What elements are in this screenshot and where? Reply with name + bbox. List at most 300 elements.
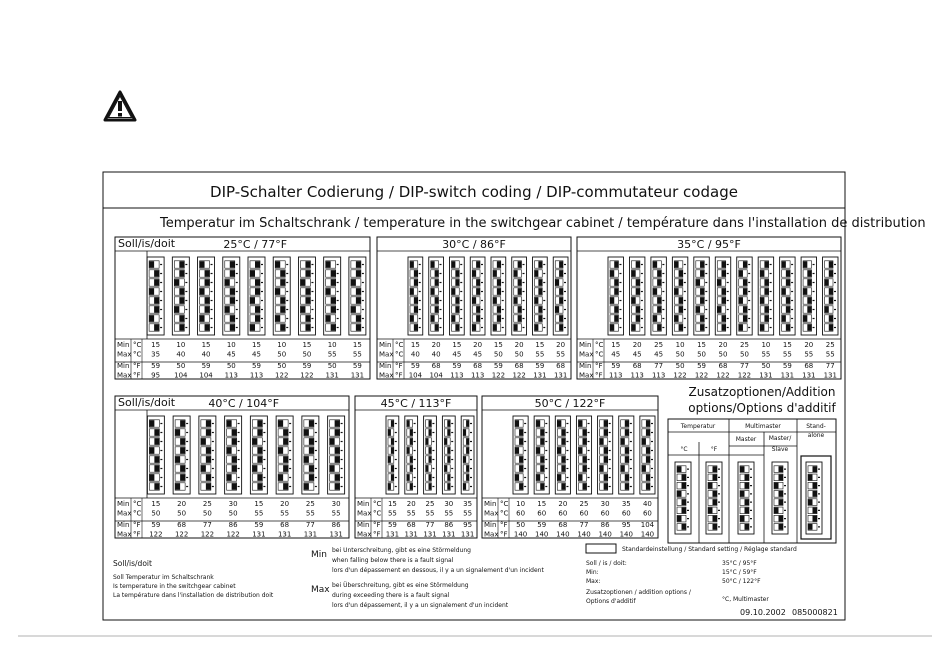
value-min_c: 30 (444, 500, 454, 508)
dip-switch (198, 257, 215, 335)
value-min_f: 59 (697, 362, 707, 370)
row-unit-min_f: °F (133, 362, 141, 370)
value-max_c: 50 (177, 509, 187, 518)
value-max_c: 50 (697, 350, 707, 359)
value-min_f: 59 (201, 362, 211, 370)
value-max_f: 122 (491, 371, 506, 380)
value-min_f: 68 (556, 362, 566, 370)
dip-switch (491, 257, 506, 335)
dip-switch (629, 257, 644, 335)
value-min_f: 77 (202, 521, 212, 529)
standard-setting-swatch (586, 544, 616, 553)
temperature-group-g35 (577, 237, 841, 380)
zusatz-value: °C, Multimaster (722, 596, 769, 603)
value-min_f: 68 (431, 362, 441, 370)
value-max_f: 122 (673, 371, 687, 380)
std-max-value: 50°C / 122°F (722, 578, 761, 585)
row-label-max_c: Max (484, 509, 499, 518)
dip-switch (273, 257, 290, 335)
value-max_f: 131 (442, 530, 456, 539)
soll-line-2: Is temperature in the switchgear cabinet (113, 583, 236, 590)
value-min_f: 59 (352, 362, 362, 370)
row-label-min_c: Min (484, 500, 497, 508)
value-max_f: 131 (802, 371, 816, 380)
zusatz-line-2: Options d'additif (586, 598, 636, 605)
dip-switch (640, 416, 655, 494)
value-max_f: 113 (249, 371, 264, 380)
temperature-group-g40 (115, 396, 349, 539)
value-min_c: 20 (804, 341, 814, 349)
dip-switch (424, 416, 437, 494)
value-min_c: 35 (621, 500, 631, 508)
value-min_f: 104 (640, 521, 655, 529)
value-min_f: 68 (280, 521, 290, 529)
dip-switch (302, 416, 319, 494)
value-max_f: 131 (460, 530, 475, 539)
value-max_c: 55 (331, 509, 341, 518)
value-min_f: 68 (177, 521, 187, 529)
soll-line-3: La température dans l'installation de distribution doit (113, 592, 274, 599)
option-temperature-label: Temperatur (680, 423, 716, 430)
max-line-1: bei Überschreitung, gibt es eine Störmeldung (332, 582, 469, 589)
value-min_c: 30 (331, 500, 341, 508)
value-min_f: 59 (410, 362, 420, 370)
value-max_c: 50 (228, 509, 238, 518)
row-label-max_c: Max (357, 509, 372, 518)
value-max_f: 122 (275, 371, 289, 380)
value-max_c: 60 (558, 509, 568, 518)
value-max_f: 131 (404, 530, 418, 539)
dip-switch (533, 257, 548, 335)
dip-switch (737, 257, 752, 335)
value-max_c: 50 (302, 350, 312, 359)
value-min_c: 15 (387, 500, 397, 508)
dip-switch (608, 257, 623, 335)
value-min_c: 25 (425, 500, 435, 508)
value-min_f: 68 (473, 362, 483, 370)
value-min_f: 77 (579, 521, 589, 529)
value-min_c: 15 (151, 341, 161, 349)
row-label-min_f: Min (579, 362, 592, 370)
value-min_f: 95 (621, 521, 631, 529)
row-unit-min_c: °C (595, 341, 604, 349)
row-unit-max_c: °C (395, 350, 404, 359)
value-max_c: 55 (352, 350, 362, 359)
value-min_c: 25 (825, 341, 835, 349)
value-min_f: 59 (493, 362, 503, 370)
dip-switch (619, 416, 634, 494)
sheet-title: DIP-Schalter Codierung / DIP-switch coding / DIP-commutateur codage (210, 183, 738, 201)
row-unit-min_c: °C (373, 500, 382, 508)
row-unit-max_f: °F (373, 530, 381, 539)
value-min_c: 10 (761, 341, 771, 349)
value-max_f: 104 (199, 371, 213, 380)
value-min_f: 59 (151, 521, 161, 529)
dip-switch (328, 416, 345, 494)
temperature-group-g30 (377, 237, 571, 380)
value-max_c: 55 (556, 350, 566, 359)
row-label-max_f: Max (579, 371, 594, 380)
dip-switch (534, 416, 549, 494)
max-line-2: during exceeding there is a fault signal (332, 592, 450, 599)
std-soll-value: 35°C / 95°F (722, 560, 757, 567)
value-max_f: 131 (780, 371, 795, 380)
value-max_c: 50 (514, 350, 524, 359)
value-min_c: 25 (654, 341, 664, 349)
value-max_c: 45 (252, 350, 261, 359)
value-max_f: 131 (303, 530, 318, 539)
value-max_f: 140 (535, 530, 549, 539)
value-min_c: 20 (280, 500, 290, 508)
option-unit-c: °C (680, 446, 688, 453)
value-max_f: 122 (174, 530, 189, 539)
value-min_c: 40 (642, 500, 652, 508)
value-max_c: 55 (327, 350, 337, 359)
group-temperature-label: 30°C / 86°F (442, 238, 506, 251)
dip-switch (199, 416, 216, 494)
row-label-max_f: Max (117, 530, 132, 539)
dip-switch (248, 257, 265, 335)
value-max_c: 60 (621, 509, 631, 518)
value-min_f: 59 (151, 362, 161, 370)
row-unit-max_f: °F (133, 530, 141, 539)
value-min_c: 20 (718, 341, 728, 349)
value-max_c: 40 (176, 350, 186, 359)
row-label-max_f: Max (379, 371, 394, 380)
value-min_f: 86 (600, 521, 610, 529)
option-switch-master (738, 462, 754, 534)
value-max_f: 104 (408, 371, 423, 380)
value-min_f: 68 (514, 362, 524, 370)
row-label-min_c: Min (579, 341, 592, 349)
row-label-max_f: Max (117, 371, 132, 380)
row-label-min_f: Min (117, 362, 130, 370)
dip-switch (298, 257, 315, 335)
value-max_c: 55 (425, 509, 435, 518)
row-label-max_c: Max (379, 350, 394, 359)
value-min_c: 30 (600, 500, 610, 508)
row-label-min_f: Min (484, 521, 497, 529)
value-min_c: 20 (177, 500, 187, 508)
soll-line-1: Soll Temperatur im Schaltschrank (113, 574, 214, 581)
min-line-1: bei Unterschreitung, gibt es eine Störmeldung (332, 547, 471, 554)
max-line-3: lors d'un dépassement, il y a un signalement d'un incident (332, 602, 509, 609)
value-max_c: 45 (226, 350, 236, 359)
row-label-min_c: Min (379, 341, 392, 349)
value-max_c: 50 (739, 350, 749, 359)
value-min_c: 15 (302, 341, 312, 349)
dip-switch (780, 257, 795, 335)
dip-switch (555, 416, 570, 494)
value-min_c: 15 (452, 341, 462, 349)
option-master-slave-label-2: Slave (771, 446, 789, 453)
value-max_f: 113 (224, 371, 238, 380)
value-min_f: 77 (654, 362, 664, 370)
value-min_f: 59 (452, 362, 462, 370)
row-unit-max_f: °F (595, 371, 603, 380)
value-max_c: 55 (535, 350, 545, 359)
value-max_f: 131 (350, 371, 365, 380)
std-max-label: Max: (586, 578, 601, 585)
option-standalone-label: Stand- (806, 423, 826, 430)
dip-switch (250, 416, 267, 494)
value-min_f: 50 (327, 362, 337, 370)
value-min_f: 77 (825, 362, 835, 370)
value-min_c: 15 (201, 341, 211, 349)
value-min_c: 15 (252, 341, 261, 349)
row-unit-max_f: °F (500, 530, 508, 539)
value-min_f: 68 (558, 521, 568, 529)
value-max_c: 45 (452, 350, 462, 359)
dip-switch (801, 257, 816, 335)
option-switch-celsius (675, 462, 691, 534)
value-max_f: 122 (226, 530, 240, 539)
legend-footer (113, 544, 838, 617)
additional-options (668, 385, 836, 543)
value-min_c: 10 (516, 500, 526, 508)
value-max_c: 50 (675, 350, 685, 359)
row-unit-min_c: °C (500, 500, 509, 508)
value-max_c: 60 (537, 509, 547, 518)
value-max_f: 140 (640, 530, 655, 539)
value-max_f: 122 (149, 530, 163, 539)
value-min_c: 10 (176, 341, 186, 349)
value-max_c: 55 (825, 350, 835, 359)
value-min_f: 59 (611, 362, 621, 370)
dip-switch (408, 257, 423, 335)
value-max_c: 50 (718, 350, 728, 359)
value-max_c: 50 (151, 509, 161, 518)
std-soll-label: Soll / is / doit: (586, 560, 627, 567)
value-max_c: 55 (782, 350, 792, 359)
dip-switch (470, 257, 485, 335)
value-min_c: 10 (277, 341, 287, 349)
value-max_c: 50 (202, 509, 212, 518)
value-min_c: 15 (493, 341, 503, 349)
std-min-value: 15°C / 59°F (722, 569, 757, 576)
row-unit-min_c: °C (395, 341, 404, 349)
group-temperature-label: 35°C / 95°F (677, 238, 741, 251)
value-min_c: 25 (305, 500, 315, 508)
value-max_c: 35 (151, 350, 161, 359)
value-max_f: 131 (423, 530, 437, 539)
option-unit-f: °F (710, 446, 718, 453)
value-min_c: 15 (611, 341, 621, 349)
value-min_f: 59 (302, 362, 312, 370)
value-max_c: 40 (201, 350, 211, 359)
value-max_c: 45 (473, 350, 483, 359)
dip-switch (512, 257, 527, 335)
value-min_c: 10 (675, 341, 685, 349)
dip-switch (223, 257, 240, 335)
value-max_f: 104 (174, 371, 188, 380)
value-min_f: 59 (537, 521, 547, 529)
standard-setting-label: Standardeinstellung / Standard setting / Réglage standard (622, 546, 797, 553)
value-max_f: 122 (512, 371, 526, 380)
value-max_f: 113 (470, 371, 485, 380)
row-label-min_c: Min (117, 500, 130, 508)
value-min_f: 59 (387, 521, 397, 529)
value-max_f: 131 (759, 371, 773, 380)
soll-label: Soll/is/doit (118, 237, 176, 250)
value-min_c: 20 (556, 341, 566, 349)
max-label: Max (311, 585, 330, 595)
value-min_c: 25 (579, 500, 589, 508)
value-max_c: 45 (632, 350, 642, 359)
value-max_c: 55 (444, 509, 454, 518)
temperature-group-g50 (482, 396, 658, 539)
value-max_f: 122 (737, 371, 752, 380)
value-min_f: 95 (463, 521, 473, 529)
dip-switch (461, 416, 474, 494)
value-min_f: 68 (718, 362, 728, 370)
value-min_f: 59 (252, 362, 261, 370)
dip-switch (758, 257, 773, 335)
value-max_c: 45 (654, 350, 664, 359)
dip-switch (147, 416, 164, 494)
dip-switch (405, 416, 418, 494)
dip-switch (553, 257, 568, 335)
sheet-date: 09.10.2002 (740, 608, 786, 617)
value-max_f: 131 (533, 371, 547, 380)
row-label-max_f: Max (357, 530, 372, 539)
value-min_f: 50 (277, 362, 287, 370)
row-unit-min_f: °F (373, 521, 381, 529)
value-max_f: 122 (694, 371, 709, 380)
value-min_c: 15 (352, 341, 362, 349)
option-switch-master-slave (772, 462, 788, 534)
value-min_f: 59 (782, 362, 792, 370)
min-line-3: lors d'un dépassement en dessous, il y a un signalement d'un incident (332, 567, 544, 574)
value-max_c: 60 (600, 509, 610, 518)
options-title-line1: Zusatzoptionen/Addition (688, 385, 836, 399)
option-multimaster-label: Multimaster (745, 423, 781, 430)
value-max_c: 60 (516, 509, 526, 518)
row-unit-min_f: °F (595, 362, 603, 370)
value-min_c: 20 (406, 500, 416, 508)
row-label-min_c: Min (117, 341, 130, 349)
row-label-min_c: Min (357, 500, 370, 508)
row-unit-max_c: °C (373, 509, 382, 518)
value-max_f: 113 (450, 371, 464, 380)
value-min_c: 15 (151, 500, 161, 508)
value-max_c: 55 (761, 350, 771, 359)
value-min_c: 15 (254, 500, 264, 508)
dip-switch (429, 257, 444, 335)
value-max_c: 50 (277, 350, 287, 359)
value-max_c: 55 (406, 509, 416, 518)
dip-switch (672, 257, 687, 335)
dip-switch (225, 416, 242, 494)
value-max_f: 131 (385, 530, 400, 539)
option-master-slave-label: Master/ (768, 435, 792, 442)
value-min_f: 59 (535, 362, 545, 370)
value-max_c: 55 (280, 509, 290, 518)
dip-switch (823, 257, 838, 335)
value-min_c: 15 (537, 500, 547, 508)
value-max_f: 95 (151, 371, 161, 380)
value-max_f: 113 (609, 371, 623, 380)
value-max_f: 122 (716, 371, 730, 380)
value-max_c: 55 (254, 509, 264, 518)
value-min_c: 25 (739, 341, 749, 349)
value-max_c: 55 (463, 509, 473, 518)
row-label-min_f: Min (357, 521, 370, 529)
value-min_f: 86 (444, 521, 454, 529)
value-max_f: 140 (513, 530, 528, 539)
value-max_f: 140 (598, 530, 612, 539)
row-unit-max_f: °F (395, 371, 403, 380)
group-temperature-label: 25°C / 77°F (223, 238, 288, 251)
row-unit-max_c: °C (595, 350, 604, 359)
dip-switch (598, 416, 613, 494)
group-temperature-label: 45°C / 113°F (380, 397, 452, 410)
row-label-max_f: Max (484, 530, 499, 539)
row-unit-max_c: °C (500, 509, 509, 518)
row-unit-max_c: °C (133, 509, 142, 518)
value-max_c: 40 (410, 350, 420, 359)
value-min_c: 15 (535, 341, 545, 349)
row-unit-max_f: °F (133, 371, 141, 380)
option-standalone-label-2: alone (807, 432, 825, 439)
value-min_f: 50 (675, 362, 685, 370)
row-label-min_f: Min (379, 362, 392, 370)
zusatz-line-1: Zusatzoptionen / addition options / (586, 589, 691, 596)
option-switch-fahrenheit (706, 462, 722, 534)
document-number: 085000821 (792, 608, 838, 617)
dip-switch (172, 257, 189, 335)
value-min_f: 50 (516, 521, 526, 529)
dip-switch (651, 257, 666, 335)
value-min_f: 50 (226, 362, 236, 370)
value-min_c: 20 (632, 341, 642, 349)
dip-switch (276, 416, 293, 494)
value-min_f: 77 (425, 521, 435, 529)
value-min_c: 30 (228, 500, 238, 508)
soll-title: Soll/is/doit (113, 559, 152, 568)
soll-label: Soll/is/doit (118, 396, 176, 409)
value-max_f: 104 (429, 371, 443, 380)
value-max_f: 131 (277, 530, 292, 539)
value-max_f: 131 (329, 530, 343, 539)
value-max_c: 55 (804, 350, 814, 359)
value-min_f: 50 (176, 362, 186, 370)
value-min_c: 20 (431, 341, 441, 349)
value-min_c: 10 (327, 341, 337, 349)
value-max_c: 45 (611, 350, 621, 359)
value-min_c: 10 (226, 341, 236, 349)
row-unit-min_f: °F (133, 521, 141, 529)
value-min_f: 59 (254, 521, 264, 529)
value-min_c: 15 (782, 341, 792, 349)
temperature-group-g25 (115, 237, 370, 380)
group-temperature-label: 50°C / 122°F (534, 397, 606, 410)
min-line-2: when falling below there is a fault signal (332, 557, 454, 564)
dip-switch (324, 257, 341, 335)
dip-switch (450, 257, 465, 335)
value-min_c: 15 (410, 341, 420, 349)
value-min_f: 86 (331, 521, 341, 529)
row-unit-min_c: °C (133, 341, 142, 349)
option-master-label: Master (735, 436, 757, 443)
value-max_f: 113 (630, 371, 644, 380)
dip-switch (386, 416, 399, 494)
dip-switch (513, 416, 528, 494)
value-min_f: 50 (761, 362, 771, 370)
option-switch-standalone (806, 462, 822, 534)
value-max_f: 131 (325, 371, 339, 380)
value-max_c: 40 (431, 350, 441, 359)
